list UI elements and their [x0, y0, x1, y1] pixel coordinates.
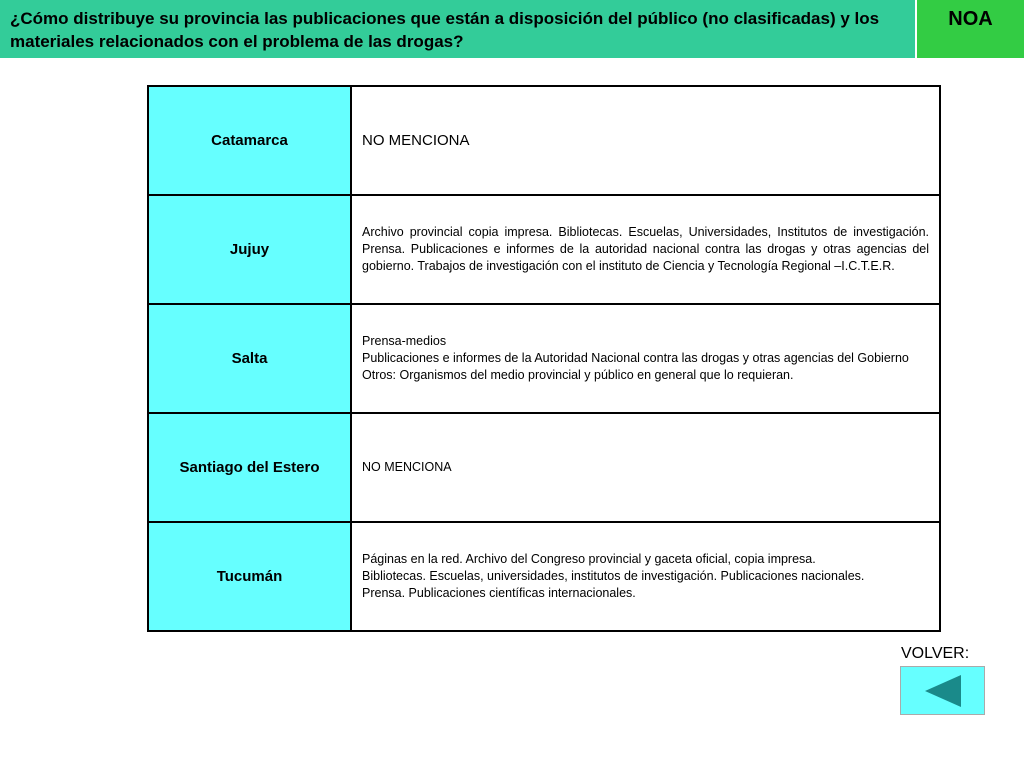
answer-line: Prensa-medios: [362, 334, 447, 348]
answer-line: NO MENCIONA: [362, 460, 452, 474]
province-answer: [351, 413, 940, 522]
province-name: Santiago del Estero: [148, 413, 351, 522]
table-row: [148, 304, 940, 413]
provinces-table: [147, 85, 941, 632]
back-button[interactable]: [900, 666, 985, 715]
province-name: Salta: [148, 304, 351, 413]
region-badge: NOA: [917, 0, 1024, 58]
table-row: [148, 522, 940, 631]
table-row: [148, 195, 940, 304]
answer-line: NO MENCIONA: [362, 132, 470, 149]
province-name: Tucumán: [148, 522, 351, 631]
answer-line: Prensa. Publicaciones científicas internacionales.: [362, 586, 636, 600]
province-name: Jujuy: [148, 195, 351, 304]
back-label: VOLVER:: [901, 645, 970, 662]
province-answer: [351, 86, 940, 195]
table-row: [148, 86, 940, 195]
province-answer: [351, 195, 940, 304]
page-title: ¿Cómo distribuye su provincia las publicaciones que están a disposición del público (no clasificadas) y los materiales relacionados con el problema de las drogas?: [0, 0, 915, 58]
table-row: [148, 413, 940, 522]
province-answer: [351, 522, 940, 631]
province-answer: [351, 304, 940, 413]
left-triangle-icon: [923, 673, 963, 709]
answer-line: Publicaciones e informes de la Autoridad Nacional contra las drogas y otras agencias del Gobierno: [362, 351, 909, 365]
answer-line: Páginas en la red. Archivo del Congreso provincial y gaceta oficial, copia impresa.: [362, 552, 816, 566]
province-name: Catamarca: [148, 86, 351, 195]
answer-line: Otros: Organismos del medio provincial y público en general que lo requieran.: [362, 368, 794, 382]
answer-line: Archivo provincial copia impresa. Bibliotecas. Escuelas, Universidades, Institutos de investigación. Prensa. Publicaciones e informes de la autoridad nacional contra las drogas y otras agencias del gobierno. Trabajos de investigación con el instituto de Ciencia y Tecnología Regional –I.C.T.E.R.: [362, 225, 929, 273]
answer-line: Bibliotecas. Escuelas, universidades, institutos de investigación. Publicaciones nacionales.: [362, 569, 865, 583]
